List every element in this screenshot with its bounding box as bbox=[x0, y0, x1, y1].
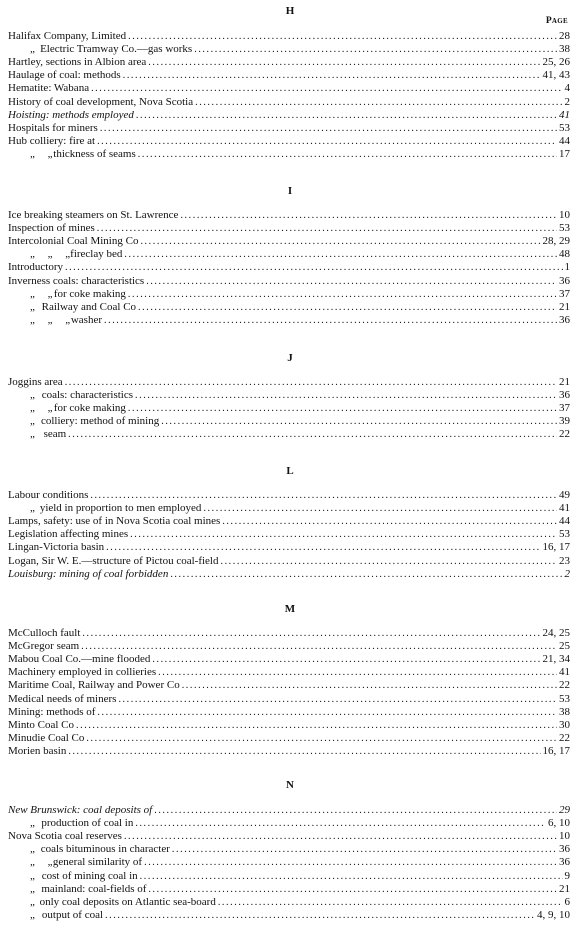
entry-text: Labour conditions bbox=[8, 489, 89, 501]
page-number: 22 bbox=[559, 679, 570, 692]
dot-leader bbox=[97, 135, 557, 148]
dot-leader bbox=[124, 248, 557, 261]
dot-leader bbox=[194, 43, 557, 56]
index-entry bbox=[8, 693, 570, 706]
index-entry bbox=[8, 30, 570, 43]
dot-leader bbox=[65, 376, 557, 389]
index-entry bbox=[8, 732, 570, 745]
ditto-mark: „ bbox=[30, 869, 35, 882]
index-entry bbox=[8, 209, 570, 222]
page-number: 36 bbox=[559, 313, 570, 326]
dot-leader bbox=[124, 830, 557, 843]
section-heading-l: L bbox=[286, 465, 294, 477]
section-heading-h: H bbox=[285, 5, 295, 17]
index-entry bbox=[8, 502, 570, 515]
page-number: 38 bbox=[559, 705, 570, 718]
entry-text: Introductory bbox=[8, 261, 63, 274]
ditto-mark: „ bbox=[30, 43, 35, 56]
page-number: 21, 34 bbox=[542, 653, 570, 666]
entry-text: Morien basin bbox=[8, 744, 67, 757]
index-entry bbox=[8, 515, 570, 528]
dot-leader bbox=[148, 883, 557, 896]
page-number: 36 bbox=[559, 274, 570, 287]
entry-text: washer bbox=[70, 313, 102, 326]
ditto-mark: „ bbox=[30, 300, 35, 313]
index-entry bbox=[8, 627, 570, 640]
entry-text: for coke making bbox=[53, 287, 126, 300]
dot-leader bbox=[128, 30, 557, 43]
index-entry bbox=[8, 817, 570, 830]
entry-text: New Brunswick: coal deposits of bbox=[8, 804, 153, 816]
index-entry bbox=[8, 56, 570, 69]
ditto-mark: „ „ bbox=[30, 147, 53, 160]
section-heading-n: N bbox=[286, 779, 294, 791]
entry-text: coals: characteristics bbox=[41, 389, 134, 402]
index-entry bbox=[8, 135, 570, 148]
index-entry bbox=[8, 82, 570, 95]
entry-text: McGregor seam bbox=[8, 640, 80, 653]
entry-text: Electric Tramway Co.—gas works bbox=[40, 43, 193, 56]
dot-leader bbox=[100, 122, 557, 135]
page-number: 22 bbox=[559, 428, 570, 441]
entry-text: only coal deposits on Atlantic sea-board bbox=[39, 895, 216, 908]
dot-leader bbox=[86, 732, 557, 745]
page-number: 28 bbox=[559, 30, 570, 42]
page-number: 44 bbox=[559, 515, 570, 528]
index-entry bbox=[8, 883, 570, 896]
index-entry bbox=[8, 804, 570, 817]
entry-text: Inspection of mines bbox=[8, 222, 95, 235]
ditto-mark: „ „ bbox=[30, 856, 53, 869]
dot-leader bbox=[81, 640, 557, 653]
dot-leader bbox=[138, 301, 557, 314]
dot-leader bbox=[152, 653, 540, 666]
index-entry bbox=[8, 719, 570, 732]
page-number: 1 bbox=[564, 261, 570, 274]
ditto-mark: „ bbox=[30, 908, 35, 921]
entry-text: Medical needs of miners bbox=[8, 692, 117, 705]
index-entry bbox=[8, 870, 570, 883]
page-number: 17 bbox=[559, 147, 570, 160]
dot-leader bbox=[106, 541, 540, 554]
index-entry bbox=[8, 830, 570, 843]
index-entry bbox=[8, 288, 570, 301]
dot-leader bbox=[68, 745, 540, 758]
page-number: 53 bbox=[559, 692, 570, 705]
page-column-label: Page bbox=[545, 16, 568, 26]
index-entry bbox=[8, 428, 570, 441]
entry-text: colliery: method of mining bbox=[40, 415, 160, 428]
ditto-mark: „ bbox=[30, 502, 35, 515]
index-entry bbox=[8, 415, 570, 428]
index-entry bbox=[8, 745, 570, 758]
page-number: 41, 43 bbox=[542, 69, 570, 82]
entry-text: Legislation affecting mines bbox=[8, 528, 129, 541]
index-entry bbox=[8, 248, 570, 261]
page-number: 21 bbox=[559, 300, 570, 313]
entry-text: Logan, Sir W. E.—structure of Pictou coal-field bbox=[8, 554, 219, 567]
entry-text: Mabou Coal Co.—mine flooded bbox=[8, 653, 151, 666]
page-number: 21 bbox=[559, 376, 570, 388]
page-number: 24, 25 bbox=[542, 627, 570, 639]
entry-text: Hospitals for miners bbox=[8, 121, 98, 134]
entry-text: output of coal bbox=[41, 908, 104, 921]
index-entry bbox=[8, 235, 570, 248]
ditto-mark: „ bbox=[30, 415, 35, 428]
dot-leader bbox=[172, 843, 557, 856]
page-number: 44 bbox=[559, 134, 570, 147]
page-number: 49 bbox=[559, 489, 570, 501]
entry-text: Maritime Coal, Railway and Power Co bbox=[8, 679, 180, 692]
page-number: 25 bbox=[559, 640, 570, 653]
dot-leader bbox=[218, 896, 563, 909]
entry-text: History of coal development, Nova Scotia bbox=[8, 95, 194, 108]
dot-leader bbox=[118, 693, 557, 706]
entry-text: Louisburg: mining of coal forbidden bbox=[8, 567, 169, 580]
index-entry bbox=[8, 314, 570, 327]
ditto-mark: „ „ „ bbox=[30, 313, 71, 326]
index-entry bbox=[8, 402, 570, 415]
entry-text: cost of mining coal in bbox=[41, 869, 138, 882]
dot-leader bbox=[144, 856, 557, 869]
page-number: 53 bbox=[559, 528, 570, 541]
page-number: 4 bbox=[564, 82, 570, 95]
ditto-mark: „ bbox=[30, 428, 35, 441]
entry-text: coals bituminous in character bbox=[40, 843, 170, 856]
dot-leader bbox=[97, 706, 557, 719]
page-number: 39 bbox=[559, 415, 570, 428]
entry-text: seam bbox=[43, 428, 67, 441]
page-number: 2 bbox=[564, 95, 570, 108]
index-entry bbox=[8, 896, 570, 909]
entry-text: mainland: coal-fields of bbox=[41, 882, 147, 895]
entry-text: Nova Scotia coal reserves bbox=[8, 830, 122, 843]
entry-text: general similarity of bbox=[52, 856, 143, 869]
entry-text: Railway and Coal Co bbox=[41, 300, 137, 313]
dot-leader bbox=[146, 275, 557, 288]
entry-text: production of coal in bbox=[41, 817, 134, 830]
page-number: 41 bbox=[559, 108, 570, 121]
ditto-mark: „ „ „ bbox=[30, 248, 71, 261]
dot-leader bbox=[82, 627, 540, 640]
dot-leader bbox=[148, 56, 540, 69]
dot-leader bbox=[104, 314, 557, 327]
page-number: 30 bbox=[559, 718, 570, 731]
page-number: 48 bbox=[559, 248, 570, 261]
dot-leader bbox=[140, 235, 540, 248]
dot-leader bbox=[135, 389, 557, 402]
index-entry bbox=[8, 376, 570, 389]
index-entry bbox=[8, 568, 570, 581]
page-number: 53 bbox=[559, 121, 570, 134]
entry-text: Intercolonial Coal Mining Co bbox=[8, 235, 139, 248]
page-number: 23 bbox=[559, 554, 570, 567]
index-entry bbox=[8, 528, 570, 541]
index-entry bbox=[8, 843, 570, 856]
entry-text: for coke making bbox=[53, 402, 126, 415]
dot-leader bbox=[154, 804, 557, 817]
entry-text: Hub colliery: fire at bbox=[8, 134, 96, 147]
dot-leader bbox=[135, 817, 546, 830]
index-entry bbox=[8, 69, 570, 82]
dot-leader bbox=[222, 515, 557, 528]
dot-leader bbox=[195, 96, 562, 109]
entry-text: yield in proportion to men employed bbox=[39, 502, 202, 515]
page-number: 37 bbox=[559, 287, 570, 300]
section-heading-i: I bbox=[287, 185, 293, 197]
entry-text: Inverness coals: characteristics bbox=[8, 274, 145, 287]
dot-leader bbox=[76, 719, 557, 732]
page-number: 22 bbox=[559, 731, 570, 744]
index-entry bbox=[8, 96, 570, 109]
page-number: 10 bbox=[559, 830, 570, 843]
entry-text: McCulloch fault bbox=[8, 627, 81, 639]
page-number: 6, 10 bbox=[548, 817, 570, 830]
ditto-mark: „ „ bbox=[30, 287, 53, 300]
dot-leader bbox=[105, 909, 535, 922]
page-number: 2 bbox=[564, 567, 570, 580]
entry-text: thickness of seams bbox=[53, 147, 136, 160]
dot-leader bbox=[65, 261, 563, 274]
ditto-mark: „ bbox=[30, 843, 35, 856]
dot-leader bbox=[136, 109, 557, 122]
page-number: 41 bbox=[559, 666, 570, 679]
entry-text: Hoisting: methods employed bbox=[8, 108, 134, 121]
page-number: 10 bbox=[559, 209, 570, 221]
index-entry bbox=[8, 109, 570, 122]
entry-text: Minudie Coal Co bbox=[8, 731, 85, 744]
dot-leader bbox=[90, 489, 557, 502]
ditto-mark: „ „ bbox=[30, 402, 53, 415]
dot-leader bbox=[128, 288, 557, 301]
page-number: 6 bbox=[564, 895, 570, 908]
index-entry bbox=[8, 148, 570, 161]
dot-leader bbox=[128, 402, 557, 415]
dot-leader bbox=[158, 666, 557, 679]
index-entry bbox=[8, 555, 570, 568]
page-number: 36 bbox=[559, 856, 570, 869]
page-number: 41 bbox=[559, 502, 570, 515]
dot-leader bbox=[170, 568, 562, 581]
index-entry bbox=[8, 222, 570, 235]
page-number: 4, 9, 10 bbox=[537, 908, 570, 921]
ditto-mark: „ bbox=[30, 389, 35, 402]
index-entry bbox=[8, 909, 570, 922]
index-entry bbox=[8, 640, 570, 653]
index-entry bbox=[8, 653, 570, 666]
entry-text: Halifax Company, Limited bbox=[8, 30, 127, 42]
index-entry bbox=[8, 261, 570, 274]
index-entry bbox=[8, 301, 570, 314]
entry-text: Lamps, safety: use of in Nova Scotia coal mines bbox=[8, 515, 221, 528]
index-entry bbox=[8, 43, 570, 56]
dot-leader bbox=[182, 679, 557, 692]
entry-text: Hematite: Wabana bbox=[8, 82, 90, 95]
dot-leader bbox=[97, 222, 557, 235]
dot-leader bbox=[68, 428, 557, 441]
page-number: 16, 17 bbox=[542, 744, 570, 757]
index-entry bbox=[8, 122, 570, 135]
index-entry bbox=[8, 389, 570, 402]
dot-leader bbox=[130, 528, 557, 541]
entry-text: Ice breaking steamers on St. Lawrence bbox=[8, 209, 179, 221]
page-number: 37 bbox=[559, 402, 570, 415]
page-number: 21 bbox=[559, 882, 570, 895]
index-entry bbox=[8, 666, 570, 679]
dot-leader bbox=[91, 82, 562, 95]
index-entry bbox=[8, 489, 570, 502]
index-entry bbox=[8, 706, 570, 719]
index-entry bbox=[8, 856, 570, 869]
entry-text: Joggins area bbox=[8, 376, 63, 388]
page-number: 9 bbox=[564, 869, 570, 882]
entry-text: Minto Coal Co bbox=[8, 718, 75, 731]
page-number: 38 bbox=[559, 43, 570, 56]
dot-leader bbox=[203, 502, 557, 515]
ditto-mark: „ bbox=[30, 817, 35, 830]
dot-leader bbox=[140, 870, 563, 883]
page-number: 53 bbox=[559, 222, 570, 235]
ditto-mark: „ bbox=[30, 895, 35, 908]
entry-text: fireclay bed bbox=[70, 248, 123, 261]
section-heading-m: M bbox=[284, 603, 296, 615]
page-number: 36 bbox=[559, 389, 570, 402]
entry-text: Mining: methods of bbox=[8, 705, 96, 718]
entry-text: Lingan-Victoria basin bbox=[8, 541, 105, 554]
ditto-mark: „ bbox=[30, 882, 35, 895]
dot-leader bbox=[180, 209, 557, 222]
index-entry bbox=[8, 275, 570, 288]
page-number: 25, 26 bbox=[542, 56, 570, 69]
index-entry bbox=[8, 679, 570, 692]
page-number: 16, 17 bbox=[542, 541, 570, 554]
dot-leader bbox=[220, 555, 557, 568]
page-number: 29 bbox=[559, 804, 570, 816]
dot-leader bbox=[161, 415, 557, 428]
dot-leader bbox=[123, 69, 541, 82]
entry-text: Hartley, sections in Albion area bbox=[8, 56, 147, 69]
index-entry bbox=[8, 541, 570, 554]
section-heading-j: J bbox=[287, 352, 293, 364]
entry-text: Haulage of coal: methods bbox=[8, 69, 121, 82]
page-number: 28, 29 bbox=[542, 235, 570, 248]
page-number: 36 bbox=[559, 843, 570, 856]
dot-leader bbox=[138, 148, 557, 161]
entry-text: Machinery employed in collieries bbox=[8, 666, 157, 679]
